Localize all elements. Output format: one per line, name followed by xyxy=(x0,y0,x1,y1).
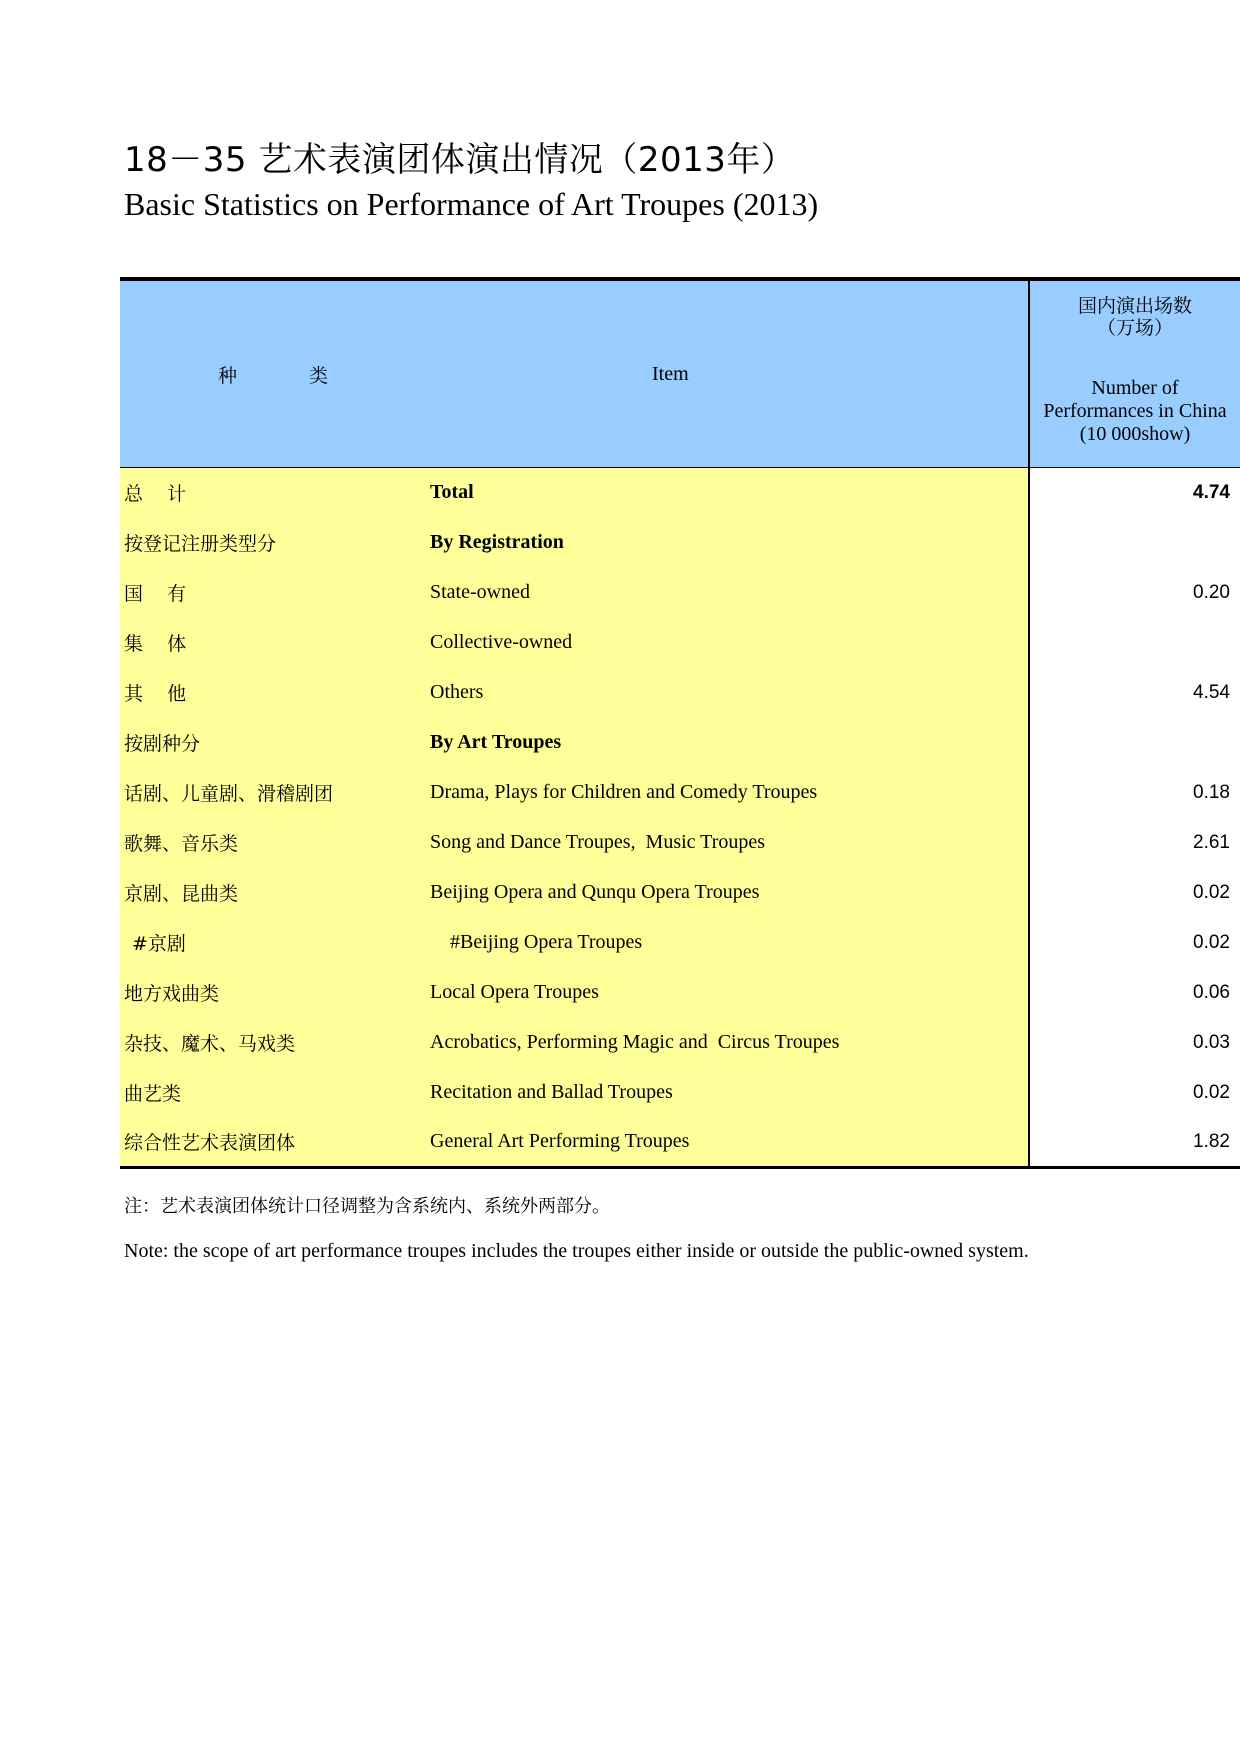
row-label-cn: 综合性艺术表演团体 xyxy=(120,1118,430,1168)
table-row xyxy=(120,968,1240,1018)
row-label-en: Local Opera Troupes xyxy=(430,968,1029,1018)
row-label-cn: 国 有 xyxy=(120,568,430,618)
table-row xyxy=(120,768,1240,818)
row-label-en: State-owned xyxy=(430,568,1029,618)
table-row xyxy=(120,568,1240,618)
page-title-en: Basic Statistics on Performance of Art Troupes (2013) xyxy=(124,186,819,222)
row-value xyxy=(1029,718,1240,768)
row-label-en: #Beijing Opera Troupes xyxy=(430,918,1029,968)
table-row xyxy=(120,518,1240,568)
row-label-cn: 杂技、魔术、马戏类 xyxy=(120,1018,430,1068)
row-label-cn: 按登记注册类型分 xyxy=(120,518,430,568)
row-value: 0.02 xyxy=(1029,918,1240,968)
row-label-cn: 曲艺类 xyxy=(120,1068,430,1118)
table-row xyxy=(120,1118,1240,1168)
row-value: 0.20 xyxy=(1029,568,1240,618)
row-label-cn: 京剧、昆曲类 xyxy=(120,868,430,918)
table-row xyxy=(120,718,1240,768)
table-row xyxy=(120,918,1240,968)
row-label-cn: 其 他 xyxy=(120,668,430,718)
header-performances-en: Number of Performances in China (10 000show) xyxy=(1043,377,1227,445)
row-label-cn: 按剧种分 xyxy=(120,718,430,768)
row-label-en: Drama, Plays for Children and Comedy Troupes xyxy=(430,768,1029,818)
row-value: 0.06 xyxy=(1029,968,1240,1018)
row-label-cn: 话剧、儿童剧、滑稽剧团 xyxy=(120,768,430,818)
footnote-cn: 注：艺术表演团体统计口径调整为含系统内、系统外两部分。 xyxy=(124,1196,610,1217)
header-item: Item xyxy=(430,279,1029,468)
header-category-cn: 种 类 xyxy=(120,279,430,468)
row-label-en: By Art Troupes xyxy=(430,718,1029,768)
table-row xyxy=(120,468,1240,518)
table-row xyxy=(120,818,1240,868)
row-value: 0.18 xyxy=(1029,768,1240,818)
table-row xyxy=(120,668,1240,718)
row-label-en: General Art Performing Troupes xyxy=(430,1118,1029,1168)
row-label-cn: #京剧 xyxy=(120,918,430,968)
row-label-en: Song and Dance Troupes, Music Troupes xyxy=(430,818,1029,868)
row-value: 1.82 xyxy=(1029,1118,1240,1168)
row-label-en: Recitation and Ballad Troupes xyxy=(430,1068,1029,1118)
table-row xyxy=(120,1068,1240,1118)
row-label-en: Beijing Opera and Qunqu Opera Troupes xyxy=(430,868,1029,918)
page-title-cn: 18－35 艺术表演团体演出情况（2013年） xyxy=(124,140,796,180)
table-row xyxy=(120,868,1240,918)
row-label-cn: 歌舞、音乐类 xyxy=(120,818,430,868)
table-header-row xyxy=(120,279,1240,468)
row-value xyxy=(1029,518,1240,568)
row-value: 4.54 xyxy=(1029,668,1240,718)
header-performances-cn: 国内演出场数 （万场） xyxy=(1077,295,1192,339)
table-row xyxy=(120,1018,1240,1068)
header-performances xyxy=(1029,279,1240,468)
row-label-en: Others xyxy=(430,668,1029,718)
row-value: 2.61 xyxy=(1029,818,1240,868)
row-value: 0.02 xyxy=(1029,868,1240,918)
row-label-en: Acrobatics, Performing Magic and Circus Troupes xyxy=(430,1018,1029,1068)
row-label-cn: 地方戏曲类 xyxy=(120,968,430,1018)
row-label-cn: 集 体 xyxy=(120,618,430,668)
footnote-en: Note: the scope of art performance troupes includes the troupes either inside or outside the public-owned system. xyxy=(124,1240,1029,1262)
table-row xyxy=(120,618,1240,668)
row-label-en: By Registration xyxy=(430,518,1029,568)
row-value: 0.02 xyxy=(1029,1068,1240,1118)
row-label-en: Total xyxy=(430,468,1029,518)
row-label-cn: 总 计 xyxy=(120,468,430,518)
row-value: 4.74 xyxy=(1029,468,1240,518)
statistics-table xyxy=(120,277,1230,1169)
row-value xyxy=(1029,618,1240,668)
row-value: 0.03 xyxy=(1029,1018,1240,1068)
row-label-en: Collective-owned xyxy=(430,618,1029,668)
